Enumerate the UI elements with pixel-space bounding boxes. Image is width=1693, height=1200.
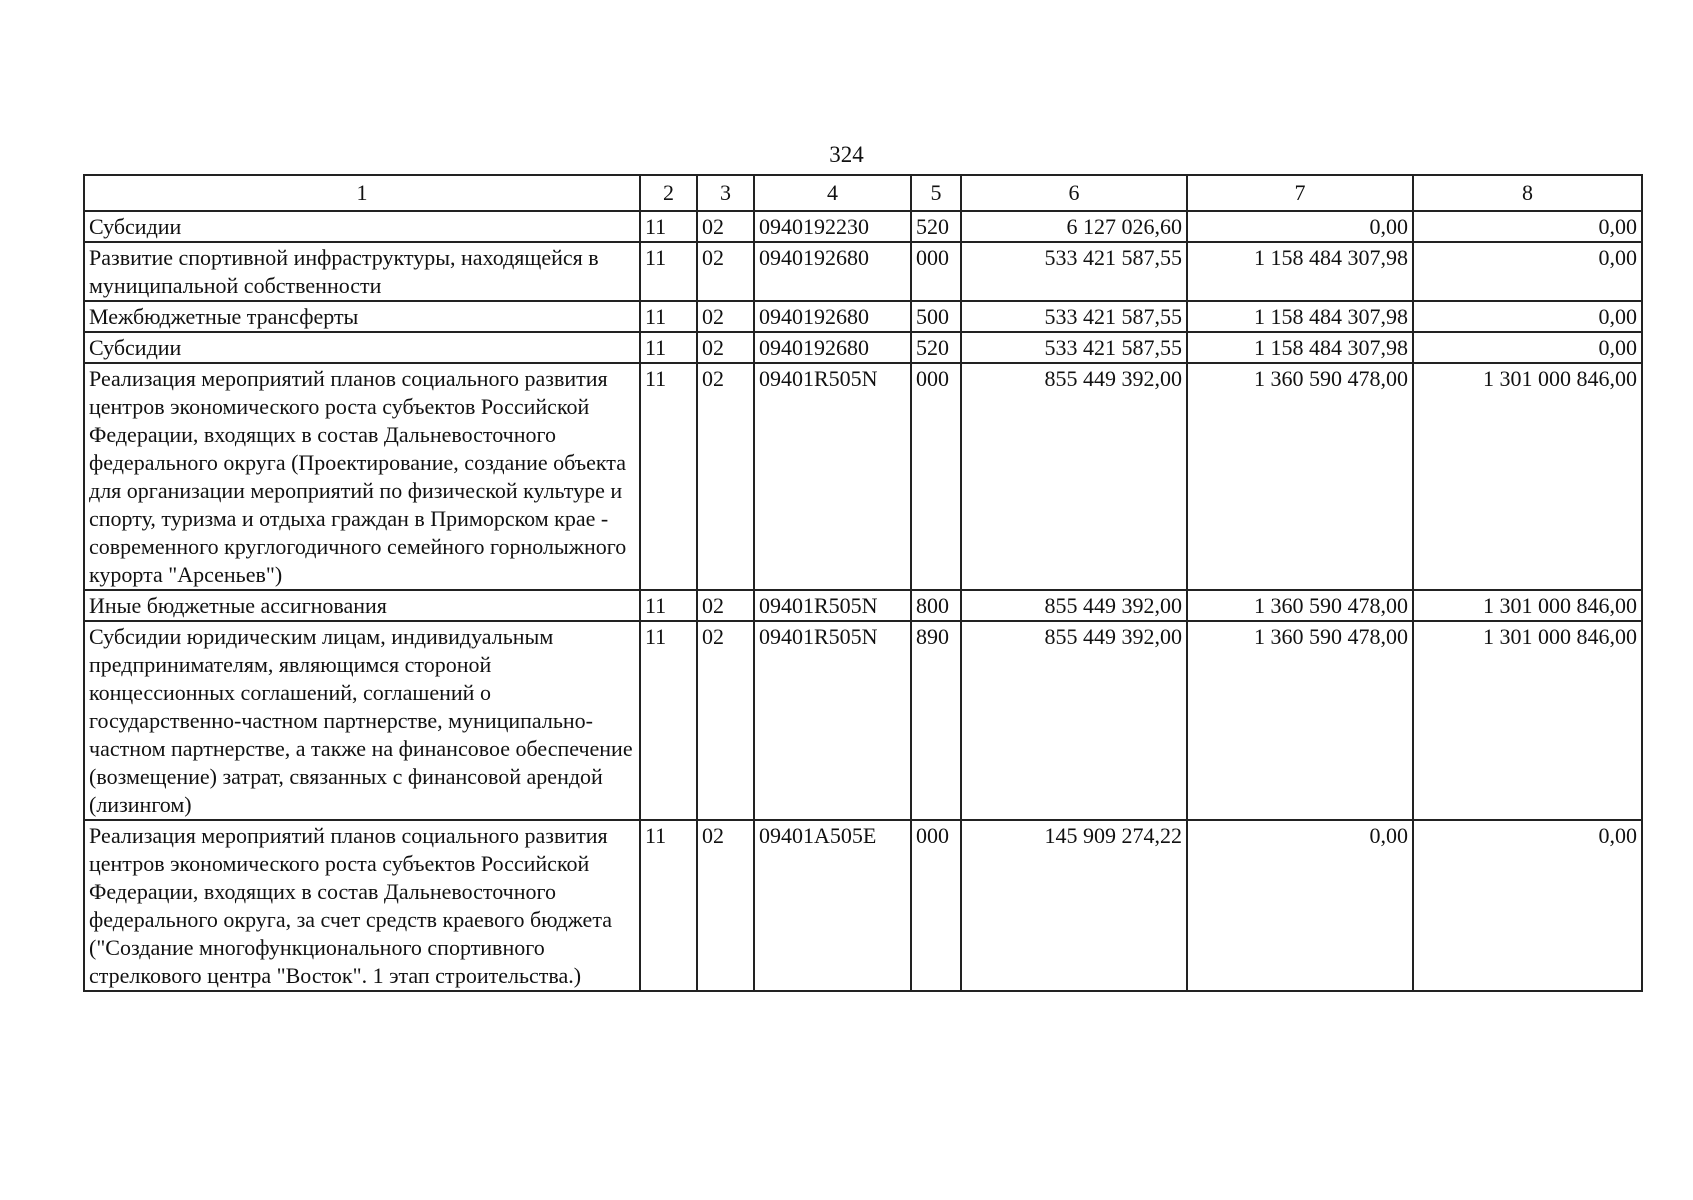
header-cell-3: 3 [697, 175, 754, 211]
row-name-cell: Межбюджетные трансферты [84, 301, 640, 332]
row-name-cell: Развитие спортивной инфраструктуры, находящейся в муниципальной собственности [84, 242, 640, 301]
section-cell: 11 [640, 301, 697, 332]
header-cell-2: 2 [640, 175, 697, 211]
subsection-cell: 02 [697, 820, 754, 991]
target-article-cell: 09401R505N [754, 363, 911, 590]
amount-cell-7: 0,00 [1187, 820, 1413, 991]
subsection-cell: 02 [697, 301, 754, 332]
header-cell-4: 4 [754, 175, 911, 211]
amount-cell-8: 0,00 [1413, 301, 1642, 332]
expense-type-cell: 000 [911, 242, 961, 301]
amount-cell-8: 0,00 [1413, 242, 1642, 301]
target-article-cell: 0940192680 [754, 332, 911, 363]
target-article-cell: 09401A505E [754, 820, 911, 991]
amount-cell-7: 1 158 484 307,98 [1187, 242, 1413, 301]
section-cell: 11 [640, 211, 697, 242]
section-cell: 11 [640, 242, 697, 301]
expense-type-cell: 520 [911, 211, 961, 242]
subsection-cell: 02 [697, 621, 754, 820]
row-name-cell: Субсидии юридическим лицам, индивидуальным предпринимателям, являющимся стороной концессионных соглашений, соглашений о государственно-частном партнерстве, муниципально-частном партнерстве, а также на финансовое обеспечение (возмещение) затрат, связанных с финансовой арендой (лизингом) [84, 621, 640, 820]
section-cell: 11 [640, 590, 697, 621]
amount-cell-6: 533 421 587,55 [961, 332, 1187, 363]
target-article-cell: 09401R505N [754, 621, 911, 820]
amount-cell-6: 533 421 587,55 [961, 301, 1187, 332]
row-name-cell: Субсидии [84, 211, 640, 242]
amount-cell-6: 145 909 274,22 [961, 820, 1187, 991]
amount-cell-8: 0,00 [1413, 820, 1642, 991]
subsection-cell: 02 [697, 242, 754, 301]
target-article-cell: 0940192230 [754, 211, 911, 242]
row-name-cell: Иные бюджетные ассигнования [84, 590, 640, 621]
table-row [84, 590, 1642, 621]
subsection-cell: 02 [697, 590, 754, 621]
target-article-cell: 09401R505N [754, 590, 911, 621]
section-cell: 11 [640, 363, 697, 590]
table-row [84, 621, 1642, 820]
table-row [84, 332, 1642, 363]
amount-cell-7: 1 158 484 307,98 [1187, 301, 1413, 332]
target-article-cell: 0940192680 [754, 301, 911, 332]
subsection-cell: 02 [697, 211, 754, 242]
amount-cell-7: 1 360 590 478,00 [1187, 590, 1413, 621]
section-cell: 11 [640, 332, 697, 363]
expense-type-cell: 800 [911, 590, 961, 621]
page-number: 324 [829, 142, 864, 167]
amount-cell-6: 533 421 587,55 [961, 242, 1187, 301]
header-row [84, 175, 1642, 211]
amount-cell-8: 1 301 000 846,00 [1413, 590, 1642, 621]
table-row [84, 363, 1642, 590]
row-name-cell: Реализация мероприятий планов социального развития центров экономического роста субъектов Российской Федерации, входящих в состав Дальневосточного федерального округа, за счет средств краевого бюджета ("Создание многофункционального спортивного стрелкового центра "Восток". 1 этап строительства.) [84, 820, 640, 991]
expense-type-cell: 000 [911, 820, 961, 991]
section-cell: 11 [640, 820, 697, 991]
amount-cell-7: 1 360 590 478,00 [1187, 621, 1413, 820]
expense-type-cell: 500 [911, 301, 961, 332]
row-name-cell: Субсидии [84, 332, 640, 363]
amount-cell-7: 1 158 484 307,98 [1187, 332, 1413, 363]
header-cell-8: 8 [1413, 175, 1642, 211]
amount-cell-6: 855 449 392,00 [961, 590, 1187, 621]
amount-cell-8: 0,00 [1413, 332, 1642, 363]
subsection-cell: 02 [697, 332, 754, 363]
expense-type-cell: 520 [911, 332, 961, 363]
amount-cell-8: 0,00 [1413, 211, 1642, 242]
amount-cell-7: 1 360 590 478,00 [1187, 363, 1413, 590]
table-row [84, 820, 1642, 991]
table-row [84, 211, 1642, 242]
budget-table [83, 174, 1643, 992]
subsection-cell: 02 [697, 363, 754, 590]
header-cell-6: 6 [961, 175, 1187, 211]
target-article-cell: 0940192680 [754, 242, 911, 301]
section-cell: 11 [640, 621, 697, 820]
table-row [84, 242, 1642, 301]
amount-cell-8: 1 301 000 846,00 [1413, 621, 1642, 820]
expense-type-cell: 000 [911, 363, 961, 590]
table-row [84, 301, 1642, 332]
header-cell-1: 1 [84, 175, 640, 211]
header-cell-7: 7 [1187, 175, 1413, 211]
row-name-cell: Реализация мероприятий планов социального развития центров экономического роста субъектов Российской Федерации, входящих в состав Дальневосточного федерального округа (Проектирование, создание объекта для организации мероприятий по физической культуре и спорту, туризма и отдыха граждан в Приморском крае - современного круглогодичного семейного горнолыжного курорта "Арсеньев") [84, 363, 640, 590]
expense-type-cell: 890 [911, 621, 961, 820]
amount-cell-8: 1 301 000 846,00 [1413, 363, 1642, 590]
amount-cell-6: 855 449 392,00 [961, 363, 1187, 590]
header-cell-5: 5 [911, 175, 961, 211]
amount-cell-7: 0,00 [1187, 211, 1413, 242]
amount-cell-6: 855 449 392,00 [961, 621, 1187, 820]
amount-cell-6: 6 127 026,60 [961, 211, 1187, 242]
